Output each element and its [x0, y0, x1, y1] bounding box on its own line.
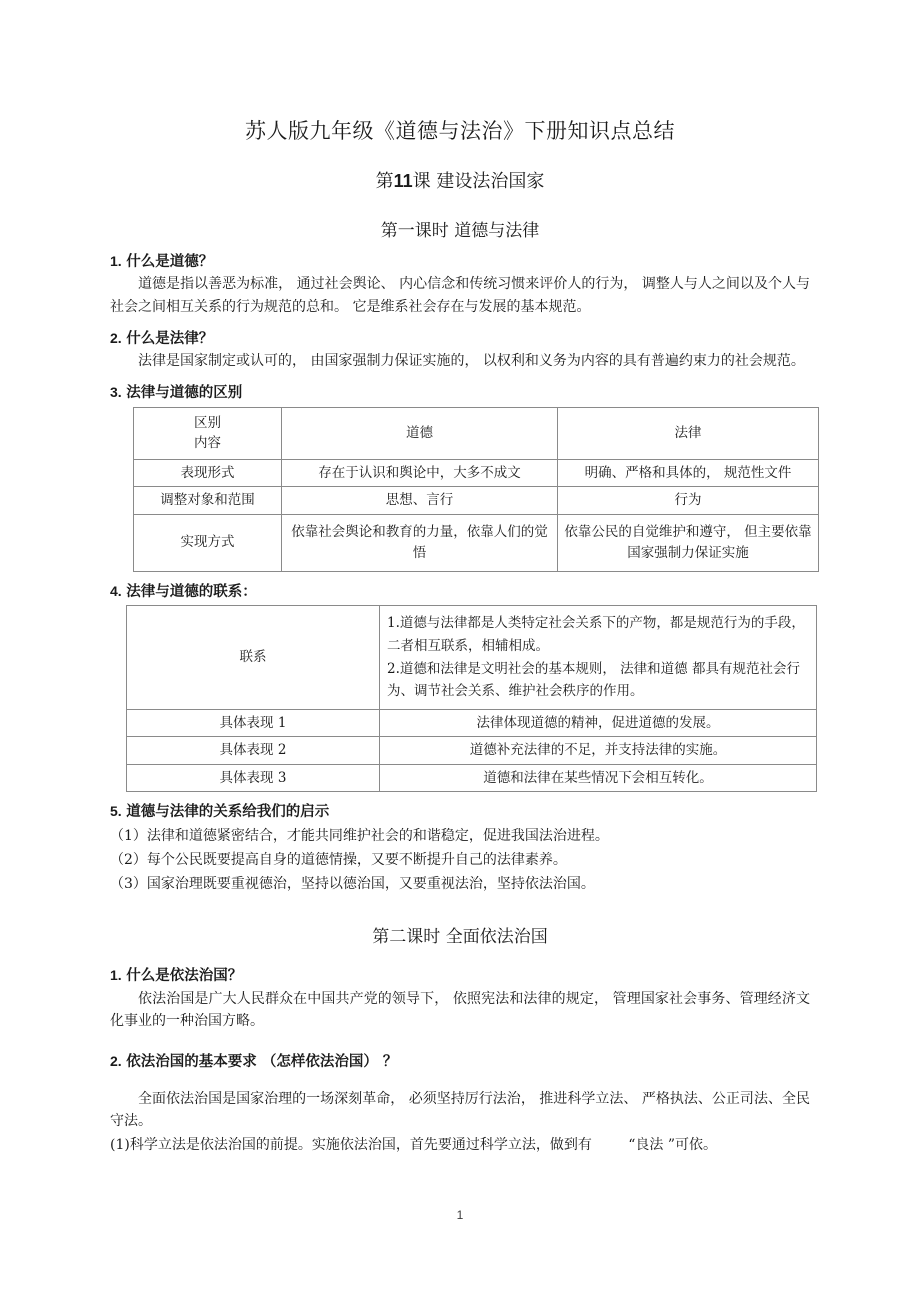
document-title: 苏人版九年级《道德与法治》下册知识点总结 [245, 119, 675, 143]
row-label: 具体表现 2 [127, 737, 380, 765]
question-title-1: 什么是道德？ [126, 252, 214, 270]
question-title-3: 法律与道德的区别 [126, 383, 243, 401]
table-row [134, 459, 819, 487]
answer-body-2: 法律是国家制定或认可的， 由国家强制力保证实施的， 以权利和义务为内容的具有普遍约束力的社会规范。 [138, 353, 805, 370]
p2-question-title-2: 依法治国的基本要求 （怎样依法治国） ？ [126, 1053, 398, 1071]
p2-question-number-2: 2. [110, 1053, 122, 1070]
lesson-prefix: 第 [375, 171, 394, 193]
row-morality: 依靠社会舆论和教育的力量，依靠人们的觉悟 [282, 514, 558, 571]
table-row [127, 737, 817, 765]
p2-question-title-1: 什么是依法治国？ [126, 967, 243, 985]
question-number-4: 4. [110, 582, 122, 599]
connection-point-1: 1.道德与法律都是人类特定社会关系下的产物，都是规范行为的手段，二者相互联系，相辅相成。 [387, 615, 805, 654]
header-cell-law: 法律 [558, 408, 819, 460]
question-heading-2 [110, 319, 810, 350]
enlightenment-item-2: （2）每个公民既要提高自身的道德情操，又要不断提升自己的法律素养。 [110, 851, 567, 868]
row-label: 具体表现 3 [127, 764, 380, 792]
difference-table [133, 407, 819, 572]
table-row [127, 709, 817, 737]
connection-table [126, 605, 817, 792]
lesson-number: 11 [393, 171, 413, 192]
p2-answer-body-2: 全面依法治国是国家治理的一场深刻革命， 必须坚持厉行法治， 推进科学立法、 严格执法、公正司法、全民守法。 [110, 1090, 810, 1130]
row-label: 具体表现 1 [127, 709, 380, 737]
row-law: 行为 [558, 487, 819, 515]
p2-answer-body-1: 依法治国是广大人民群众在中国共产党的领导下， 依照宪法和法律的规定， 管理国家社会事务、管理经济文化事业的一种治国方略。 [110, 990, 810, 1030]
question-title-2: 什么是法律？ [126, 329, 214, 347]
question-number-5: 5. [110, 803, 122, 820]
question-number-2: 2. [110, 329, 122, 346]
lesson-heading [110, 145, 810, 193]
row-label: 调整对象和范围 [134, 487, 282, 515]
connection-point-2: 2.道德和法律是文明社会的基本规则， 法律和道德 都具有规范社会行为、调节社会关系、维护社会秩序的作用。 [387, 660, 800, 700]
question-heading-3 [110, 373, 810, 404]
p2-point-1-prefix: (1)科学立法是依法治国的前提。实施依法治国，首先要通过科学立法，做到有 [110, 1136, 592, 1153]
question-title-5: 道德与法律的关系给我们的启示 [126, 803, 330, 821]
table-row [134, 487, 819, 515]
lesson-suffix: 课 建设法治国家 [412, 171, 545, 193]
question-heading-4 [110, 572, 810, 603]
row-morality: 思想、言行 [282, 487, 558, 515]
answer-body-1: 道德是指以善恶为标准， 通过社会舆论、 内心信念和传统习惯来评价人的行为， 调整人与人之间以及个人与社会之间相互关系的行为规范的总和。 它是维系社会存在与发展的基本规范。 [110, 276, 810, 315]
p2-question-heading-2 [110, 1033, 810, 1073]
enlightenment-item-3: （3）国家治理既要重视德治，坚持以德治国，又要重视法治，坚持依法治国。 [110, 876, 595, 893]
connection-content [380, 606, 817, 710]
p2-point-1-suffix: “良法 ”可依。 [628, 1136, 717, 1153]
table-row [127, 606, 817, 710]
page-number: 1 [456, 1208, 464, 1222]
question-title-4: 法律与道德的联系： [126, 582, 257, 600]
question-number-3: 3. [110, 383, 122, 400]
question-heading-1 [110, 242, 810, 273]
enlightenment-item-1: （1）法律和道德紧密结合，才能共同维护社会的和谐稳定，促进我国法治进程。 [110, 827, 609, 844]
table-row [127, 764, 817, 792]
period-two-heading: 第二课时 全面依法治国 [372, 927, 548, 948]
table-row [134, 514, 819, 571]
row-law: 依靠公民的自觉维护和遵守， 但主要依靠国家强制力保证实施 [558, 514, 819, 571]
row-value: 道德补充法律的不足，并支持法律的实施。 [380, 737, 817, 765]
p2-question-heading-1 [110, 956, 810, 987]
row-value: 道德和法律在某些情况下会相互转化。 [380, 764, 817, 792]
period-one-heading: 第一课时 道德与法律 [380, 220, 540, 241]
connection-label: 联系 [127, 606, 380, 710]
question-number-1: 1. [110, 252, 122, 269]
header-cell-category [134, 408, 282, 460]
question-heading-5 [110, 792, 810, 823]
header-cell-morality: 道德 [282, 408, 558, 460]
row-value: 法律体现道德的精神，促进道德的发展。 [380, 709, 817, 737]
row-label: 实现方式 [134, 514, 282, 571]
row-law: 明确、严格和具体的， 规范性文件 [558, 459, 819, 487]
table-header-row [134, 408, 819, 460]
header-line-2: 内容 [194, 435, 221, 452]
p2-question-number-1: 1. [110, 967, 122, 984]
page-content [110, 0, 810, 1157]
row-label: 表现形式 [134, 459, 282, 487]
p2-point-1 [110, 1133, 810, 1157]
row-morality: 存在于认识和舆论中，大多不成文 [282, 459, 558, 487]
header-line-1: 区别 [194, 415, 221, 432]
